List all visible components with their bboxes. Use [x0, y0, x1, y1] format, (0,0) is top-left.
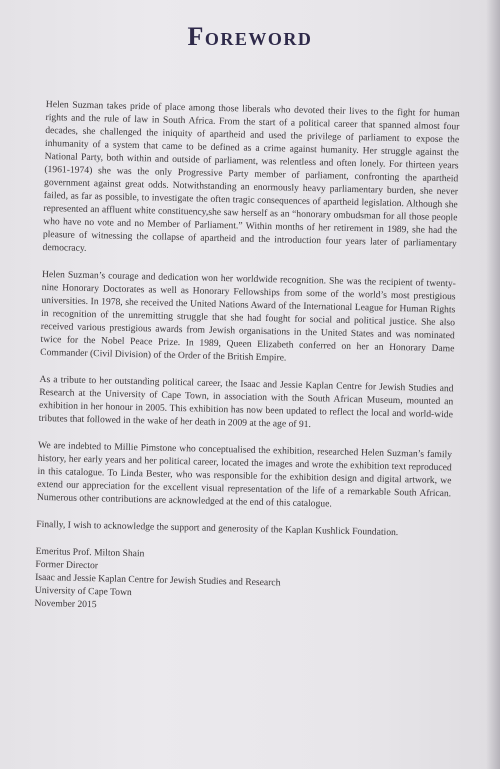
paragraph-1: Helen Suzman takes pride of place among those liberals who devoted their lives to the fight for human rights and the rule of law in South Africa. From the start of a political career that spanned almost four decades, she challenged the iniquity of apartheid and used the privilege of parliament to expose the inhumanity of a system that came to be defined as a crime against humanity. Her struggle against the National Party, both within and outside of parliament, was relentless and often lonely. For thirteen years (1961-1974) she was the only Progressive Party member of parliament, confronting the apartheid government against great odds. Notwithstanding an enormously heavy parliamentary burden, she never failed, as far as possible, to investigate the often tragic consequences of apartheid legislation. Although she represented an affluent white constituency,she saw herself as an “honorary ombudsman for all those people who have no vote and no Member of Parliament.” Within months of her retirement in 1989, she had the pleasure of witnessing the collapse of apartheid and the introduction four years later of parliamentary democracy. — [42, 98, 460, 254]
signature-organisation: Isaac and Jessie Kaplan Centre for Jewish Studies and Research — [34, 571, 281, 589]
paragraph-3: As a tribute to her outstanding political career, the Isaac and Jessie Kaplan Centre for Jewish Studies and Research at the University of Cape Town, in association with the South African Museum, mounted an exhibition in her honour in 2005. This exhibition has now been updated to reflect the local and world-wide tributes that followed in the wake of her death in 2009 at the age of 91. — [38, 373, 454, 431]
signature-name: Emeritus Prof. Milton Shain — [35, 545, 145, 560]
paragraph-2: Helen Suzman’s courage and dedication won her worldwide recognition. She was the recipient of twenty-nine Honorary Doctorates as well as Honorary Fellowships from some of the world’s most prestigious universities. In 1978, she received the United Nations Award of the International League for Human Rights in recognition of the unremitting struggle that she had fought for social and political justice. She also received various prestigious awards from Jewish organisations in the United States and was nominated twice for the Nobel Peace Prize. In 1989, Queen Elizabeth conferred on her an Honorary Dame Commander (Civil Division) of the Order of the British Empire. — [40, 268, 457, 364]
signature-block — [34, 545, 449, 619]
page-title: Foreword — [187, 22, 313, 51]
signature-university: University of Cape Town — [34, 584, 132, 599]
page-edge-shadow — [486, 0, 500, 769]
signature-role: Former Director — [35, 558, 99, 572]
paragraph-4: We are indebted to Millie Pimstone who conceptualised the exhibition, researched Helen Suzman’s family history, her early years and her political career, located the images and wrote the exhibition text reproduced in this catalogue. To Linda Bester, who was responsible for the exhibition design and digital artwork, we extend our appreciation for the excellent visual representation of the life of a remarkable South African. Numerous other contributions are acknowledged at the end of this catalogue. — [36, 439, 453, 510]
paragraph-5: Finally, I wish to acknowledge the support and generosity of the Kaplan Kushlick Foundation. — [36, 518, 399, 539]
foreword-body — [34, 98, 460, 619]
signature-date: November 2015 — [34, 597, 97, 611]
